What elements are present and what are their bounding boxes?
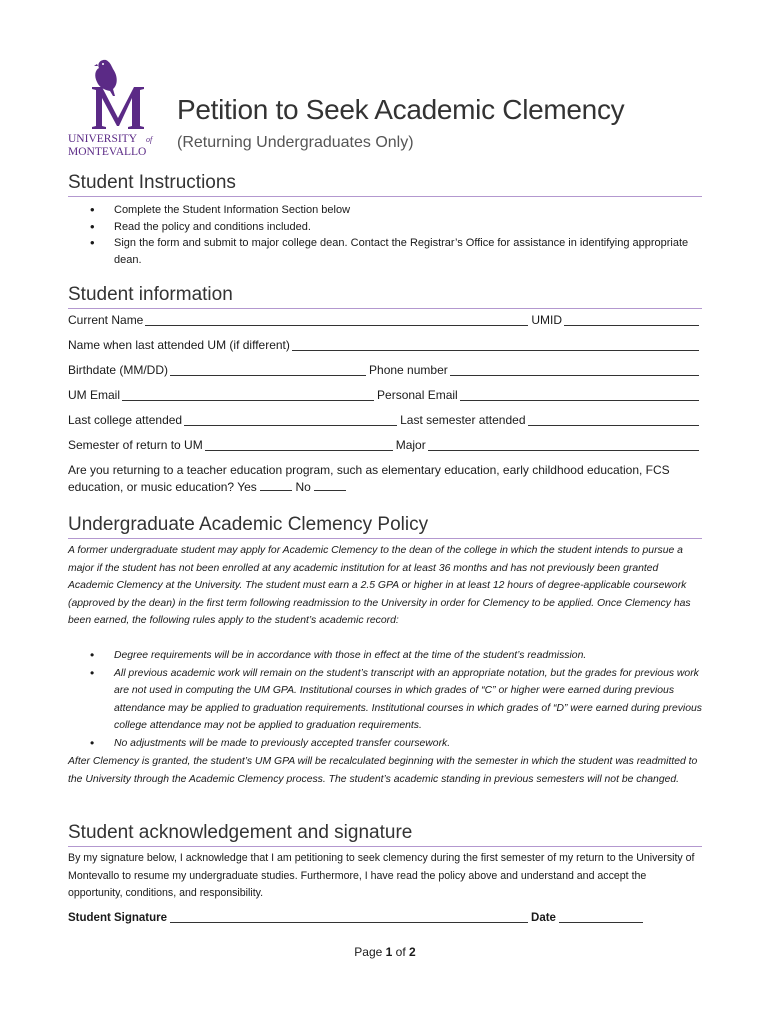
no-label: No: [295, 480, 311, 494]
semester-return-field[interactable]: [205, 438, 393, 451]
student-info-heading: Student information: [68, 284, 233, 305]
birthdate-label: Birthdate (MM/DD): [68, 363, 169, 377]
personal-email-label: Personal Email: [377, 388, 458, 402]
instruction-item: • Complete the Student Information Section below: [90, 202, 702, 219]
date-field[interactable]: [559, 910, 643, 923]
name-last-attended-label: Name when last attended UM (if different): [68, 338, 290, 352]
um-email-field[interactable]: [122, 388, 374, 401]
major-field[interactable]: [428, 438, 699, 451]
policy-closing: After Clemency is granted, the student’s UM GPA will be recalculated beginning with the semester in which the student was readmitted to the University through the Academic Clemency process. The student’s academic standing in previous semesters will not be changed.: [68, 756, 698, 785]
document-title: Petition to Seek Academic Clemency: [177, 94, 625, 125]
name-last-attended-row: [68, 338, 702, 352]
last-college-label: Last college attended: [68, 413, 183, 427]
last-college-row: [68, 413, 702, 427]
yes-field[interactable]: [260, 479, 292, 491]
major-label: Major: [395, 438, 426, 452]
policy-rule: • Degree requirements will be in accordance with those in effect at the time of the student’s readmission.: [90, 647, 702, 665]
acknowledgement-text: By my signature below, I acknowledge that I am petitioning to seek clemency during the first semester of my return to the University of Montevallo to resume my undergraduate studies. Furthermore, I have read the policy above and understand and accept the opportunity, conditions, and responsibility.: [68, 852, 695, 900]
current-name-field[interactable]: [145, 313, 528, 326]
teacher-question-text: Are you returning to a teacher education program, such as elementary education, early childhood education, FCS education, or music education? Yes: [68, 463, 670, 494]
of-word: of: [395, 945, 406, 959]
birthdate-phone-row: [68, 363, 702, 377]
name-last-attended-field[interactable]: [292, 338, 699, 351]
page-word: Page: [354, 945, 383, 959]
last-semester-label: Last semester attended: [400, 413, 526, 427]
semester-return-label: Semester of return to UM: [68, 438, 203, 452]
logo-text-montevallo: MONTEVALLO: [68, 146, 147, 158]
current-name-row: [68, 313, 702, 327]
phone-field[interactable]: [450, 363, 699, 376]
logo-text-of: of: [146, 135, 153, 144]
instructions-list: [90, 202, 702, 268]
umid-label: UMID: [531, 313, 563, 327]
last-college-field[interactable]: [184, 413, 397, 426]
section-divider: [68, 308, 702, 309]
logo-text-university: UNIVERSITY: [68, 133, 137, 145]
teacher-education-question: [68, 462, 702, 496]
section-divider: [68, 538, 702, 539]
no-field[interactable]: [314, 479, 346, 491]
section-divider: [68, 846, 702, 847]
policy-rules-list: [90, 647, 702, 753]
policy-rule: • All previous academic work will remain on the student’s transcript with an appropriate notation, but the grades for previous work are not used in computing the UM GPA. Institutional courses in which grades of “C” or higher were earned during previous attendance may be applied to graduation requirements. Institutional courses in which grades of “D” were earned during previous college attendance may not be applied to graduation requirements.: [90, 665, 702, 735]
signature-field[interactable]: [170, 910, 528, 923]
phone-label: Phone number: [369, 363, 448, 377]
umid-field[interactable]: [564, 313, 699, 326]
um-email-label: UM Email: [68, 388, 121, 402]
birthdate-field[interactable]: [170, 363, 366, 376]
policy-heading: Undergraduate Academic Clemency Policy: [68, 514, 429, 535]
page-footer: [0, 945, 770, 959]
instructions-heading: Student Instructions: [68, 172, 236, 193]
acknowledgement-heading: Student acknowledgement and signature: [68, 822, 413, 843]
university-logo: [66, 56, 170, 160]
document-subtitle: (Returning Undergraduates Only): [177, 134, 414, 151]
personal-email-field[interactable]: [460, 388, 699, 401]
page-total: 2: [409, 945, 416, 959]
bird-m-logo-icon: [66, 56, 170, 160]
policy-intro: A former undergraduate student may apply for Academic Clemency to the dean of the college in which the student intends to pursue a major if the student has not been enrolled at any academic institution for at least 36 months and has not previously been granted Academic Clemency at the University. The student must earn a 2.5 GPA or higher in at least 12 hours of degree-applicable coursework (approved by the dean) in the first term following readmission to the University in order for Clemency to be applied. Once Clemency has been earned, the following rules apply to the student’s academic record:: [68, 545, 691, 627]
policy-rule: • No adjustments will be made to previously accepted transfer coursework.: [90, 735, 702, 753]
section-divider: [68, 196, 702, 197]
date-label: Date: [531, 912, 556, 924]
signature-row: [68, 910, 702, 924]
signature-label: Student Signature: [68, 912, 168, 924]
current-name-label: Current Name: [68, 313, 144, 327]
semester-return-row: [68, 438, 702, 452]
instruction-item: • Read the policy and conditions included.: [90, 219, 702, 236]
email-row: [68, 388, 702, 402]
last-semester-field[interactable]: [528, 413, 699, 426]
page-number: 1: [385, 945, 393, 959]
instruction-item: • Sign the form and submit to major college dean. Contact the Registrar’s Office for assistance in identifying appropriate dean.: [90, 235, 702, 268]
